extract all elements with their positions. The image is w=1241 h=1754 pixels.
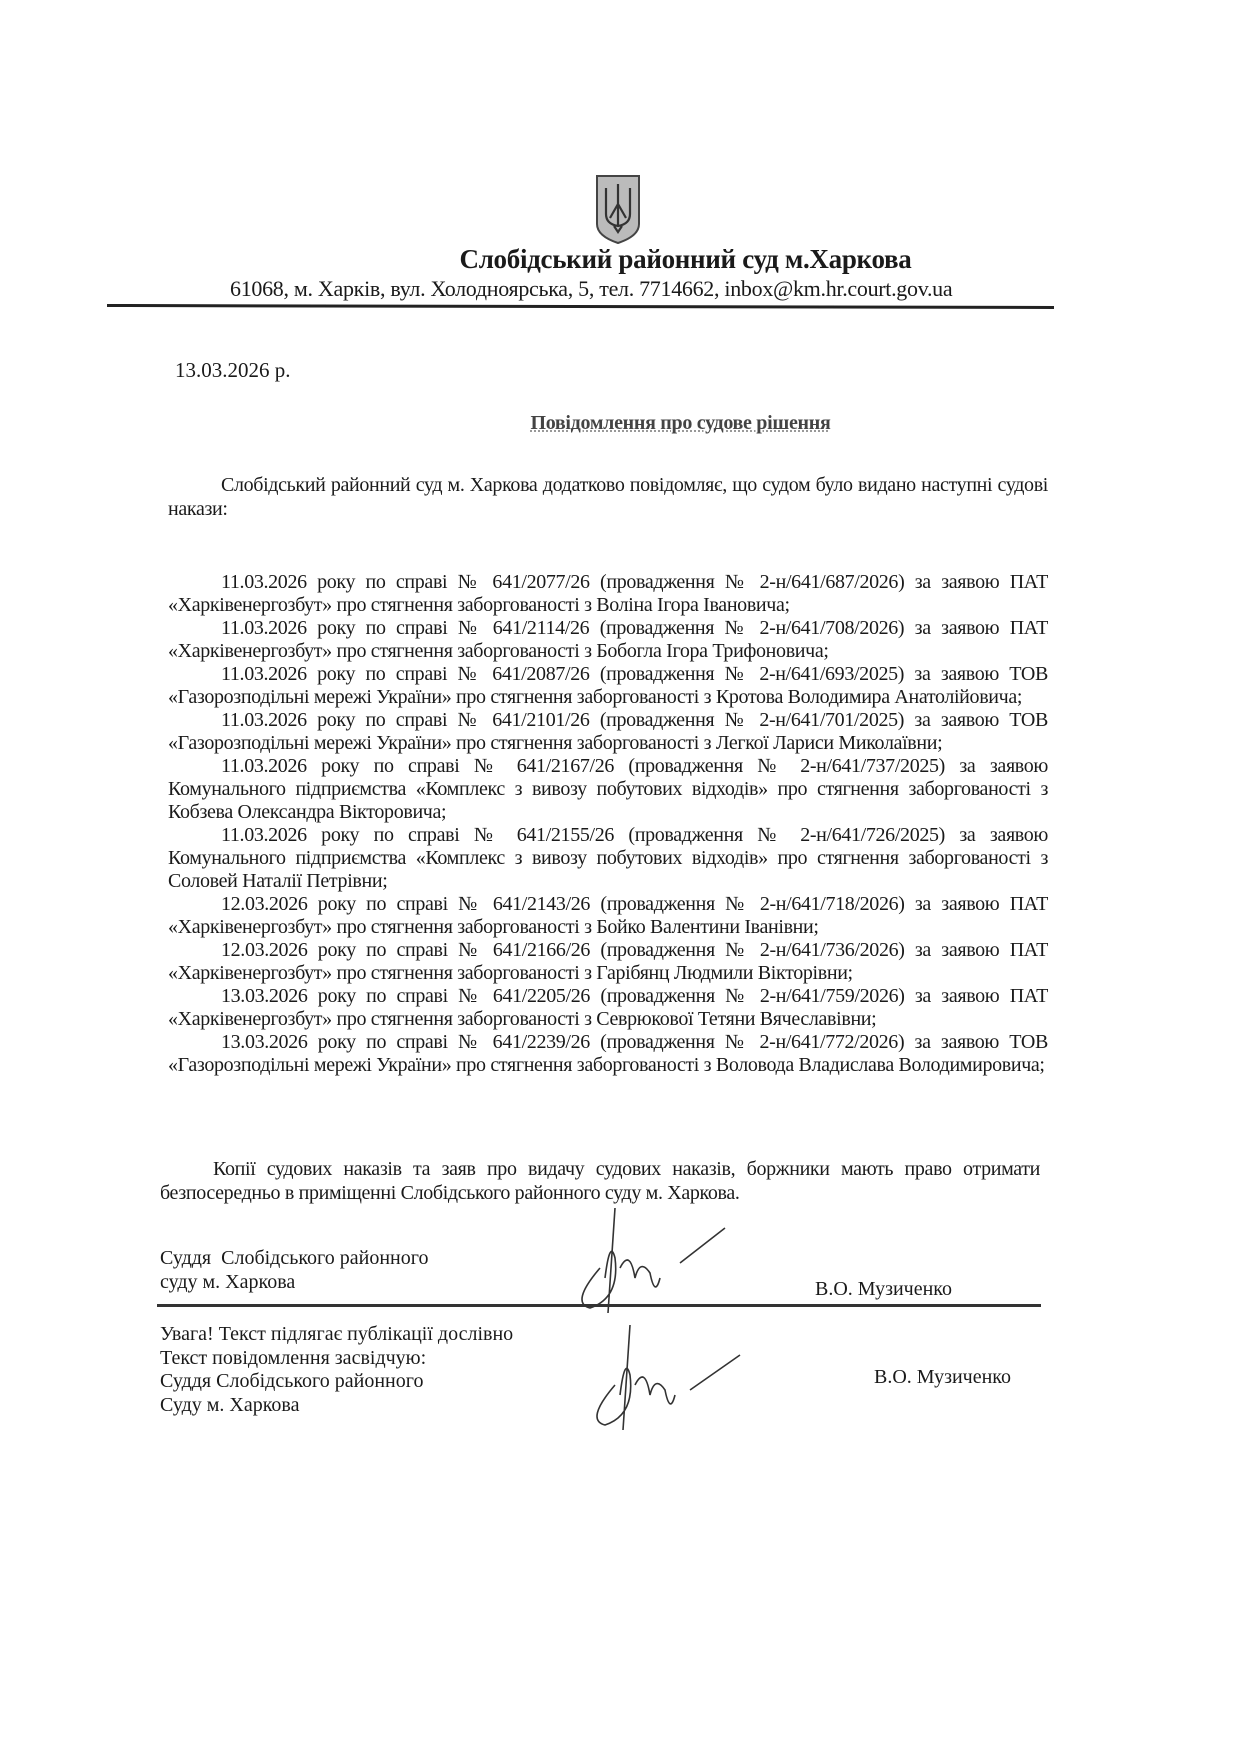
document-date: 13.03.2026 р. xyxy=(175,358,291,382)
list-item: 11.03.2026 року по справі № 641/2167/26 (провадження № 2-н/641/737/2025) за заявою Комунального підприємства «Комплекс з вивозу побутових відходів» про стягнення заборгованості з Кобзева Олександра Вікторовича; xyxy=(168,755,1048,823)
list-item: 12.03.2026 року по справі № 641/2166/26 (провадження № 2-н/641/736/2026) за заявою ПАТ «Харківенергозбут» про стягнення заборгованості з Гарібянц Людмили Вікторівни; xyxy=(168,939,1048,984)
signature-divider xyxy=(157,1304,1041,1307)
list-item: 11.03.2026 року по справі № 641/2087/26 (провадження № 2-н/641/693/2025) за заявою ТОВ «Газорозподільні мережі України» про стягнення заборгованості з Кротова Володимира Анатолійовича; xyxy=(168,663,1048,708)
list-item: 11.03.2026 року по справі № 641/2077/26 (провадження № 2-н/641/687/2026) за заявою ПАТ «Харківенергозбут» про стягнення заборгованості з Воліна Ігора Івановича; xyxy=(168,571,1048,616)
intro-text: Слобідський районний суд м. Харкова додатково повідомляє, що судом було видано наступні судові накази: xyxy=(168,474,1048,520)
court-orders-list xyxy=(168,571,1048,1077)
notice-line1: Увага! Текст підлягає публікації дослівно xyxy=(160,1323,514,1345)
notice-line4: Суду м. Харкова xyxy=(160,1393,300,1416)
certifying-judge-name: В.О. Музиченко xyxy=(874,1366,1012,1388)
judge-signature-block xyxy=(160,1246,428,1294)
list-item: 11.03.2026 року по справі № 641/2101/26 (провадження № 2-н/641/701/2025) за заявою ТОВ «Газорозподільні мережі України» про стягнення заборгованості з Легкої Лариси Миколаївни; xyxy=(168,709,1048,754)
list-item: 13.03.2026 року по справі № 641/2239/26 (провадження № 2-н/641/772/2026) за заявою ТОВ «Газорозподільні мережі України» про стягнення заборгованості з Воловода Владислава Володимировича; xyxy=(168,1031,1048,1076)
judge-title-line1: Суддя Слобідського районного xyxy=(160,1247,429,1269)
list-item: 11.03.2026 року по справі № 641/2114/26 (провадження № 2-н/641/708/2026) за заявою ПАТ «Харківенергозбут» про стягнення заборгованості з Бобогла Ігора Трифоновича; xyxy=(168,617,1048,662)
closing-text: Копії судових наказів та заяв про видачу судових наказів, боржники мають право отримати безпосередньо в приміщенні Слобідського районного суду м. Харкова. xyxy=(160,1158,1040,1204)
court-address: 61068, м. Харків, вул. Холодноярська, 5, тел. 7714662, inbox@km.hr.court.gov.ua xyxy=(230,276,953,301)
coat-of-arms-icon xyxy=(594,174,642,244)
closing-paragraph xyxy=(160,1158,1040,1205)
judge-title-line2: суду м. Харкова xyxy=(160,1271,296,1293)
notice-line3: Суддя Слобідського районного xyxy=(160,1370,424,1392)
signature-icon xyxy=(575,1325,745,1435)
header-divider xyxy=(107,304,1054,309)
document-heading: Повідомлення про судове рішення xyxy=(530,412,831,434)
certification-block xyxy=(160,1323,513,1417)
intro-paragraph xyxy=(168,474,1048,521)
signature-icon xyxy=(560,1208,730,1318)
judge-name: В.О. Музиченко xyxy=(815,1278,953,1300)
notice-line2: Текст повідомлення засвідчую: xyxy=(160,1346,427,1369)
court-name: Слобідський районний суд м.Харкова xyxy=(459,244,912,274)
list-item: 12.03.2026 року по справі № 641/2143/26 (провадження № 2-н/641/718/2026) за заявою ПАТ «Харківенергозбут» про стягнення заборгованості з Бойко Валентини Іванівни; xyxy=(168,893,1048,938)
list-item: 13.03.2026 року по справі № 641/2205/26 (провадження № 2-н/641/759/2026) за заявою ПАТ «Харківенергозбут» про стягнення заборгованості з Севрюкової Тетяни Вячеславівни; xyxy=(168,985,1048,1030)
list-item: 11.03.2026 року по справі № 641/2155/26 (провадження № 2-н/641/726/2025) за заявою Комунального підприємства «Комплекс з вивозу побутових відходів» про стягнення заборгованості з Соловей Наталії Петрівни; xyxy=(168,824,1048,892)
